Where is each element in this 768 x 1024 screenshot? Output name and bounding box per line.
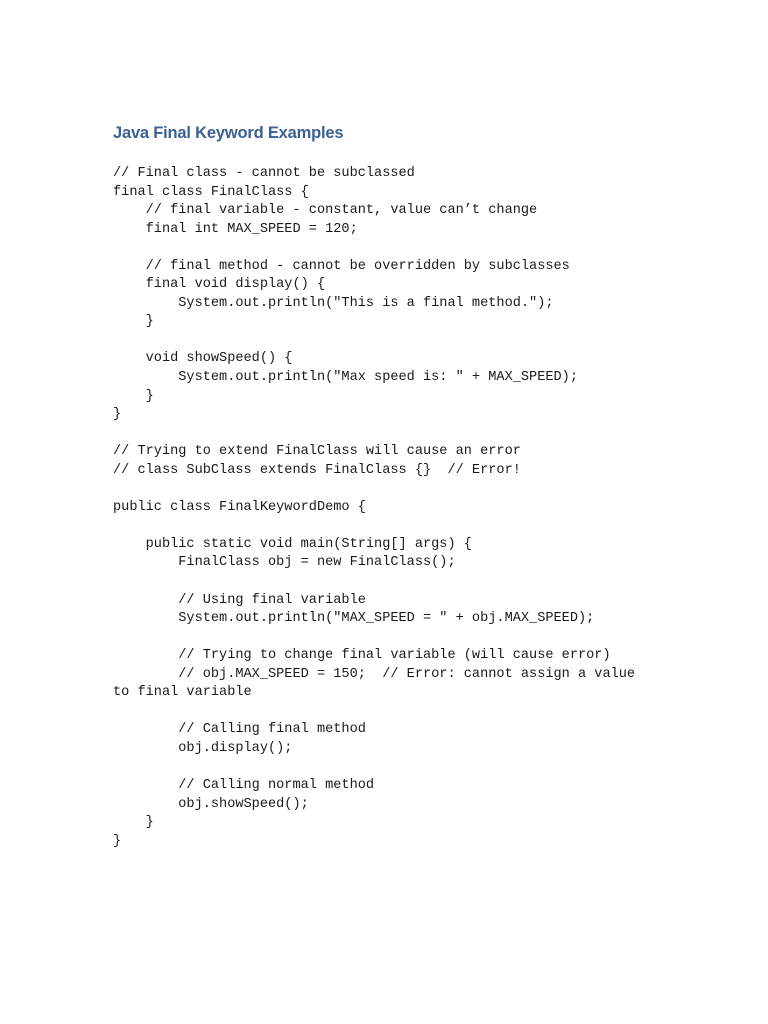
code-line: // Calling normal method [113, 778, 375, 794]
code-line [113, 629, 673, 648]
code-line [113, 517, 673, 536]
code-line: System.out.println("This is a final method."); [113, 295, 554, 311]
code-line: FinalClass obj = new FinalClass(); [113, 555, 456, 571]
code-line [113, 425, 673, 444]
code-line: // final method - cannot be overridden by subclasses [113, 258, 570, 274]
code-line: } [113, 833, 122, 849]
code-line: public class FinalKeywordDemo { [113, 499, 366, 515]
code-line: } [113, 815, 154, 831]
code-line: } [113, 388, 154, 404]
code-line: obj.showSpeed(); [113, 796, 309, 812]
code-line: to final variable [113, 685, 252, 701]
code-line: // Using final variable [113, 592, 366, 608]
code-line: } [113, 407, 122, 423]
code-line: System.out.println("Max speed is: " + MAX_SPEED); [113, 370, 578, 386]
code-line: // Calling final method [113, 722, 366, 738]
code-line: final class FinalClass { [113, 184, 309, 200]
code-line: // final variable - constant, value can’t change [113, 203, 538, 219]
code-line: } [113, 314, 154, 330]
code-line: // obj.MAX_SPEED = 150; // Error: cannot assign a value [113, 666, 636, 682]
code-line [113, 703, 673, 722]
code-line: public static void main(String[] args) { [113, 536, 472, 552]
code-line: void showSpeed() { [113, 351, 293, 367]
code-line [113, 759, 673, 778]
code-line: // Trying to extend FinalClass will cause an error [113, 444, 521, 460]
code-line: // Trying to change final variable (will cause error) [113, 648, 611, 664]
code-line: System.out.println("MAX_SPEED = " + obj.MAX_SPEED); [113, 611, 595, 627]
code-line: final int MAX_SPEED = 120; [113, 221, 358, 237]
code-line [113, 480, 673, 499]
code-line: final void display() { [113, 277, 326, 293]
code-block [113, 165, 673, 851]
code-line [113, 332, 673, 351]
code-line: // Final class - cannot be subclassed [113, 166, 415, 181]
code-line [113, 573, 673, 592]
code-line [113, 239, 673, 258]
document-title: Java Final Keyword Examples [113, 124, 344, 142]
code-line: obj.display(); [113, 740, 293, 756]
code-line: // class SubClass extends FinalClass {} // Error! [113, 462, 521, 478]
